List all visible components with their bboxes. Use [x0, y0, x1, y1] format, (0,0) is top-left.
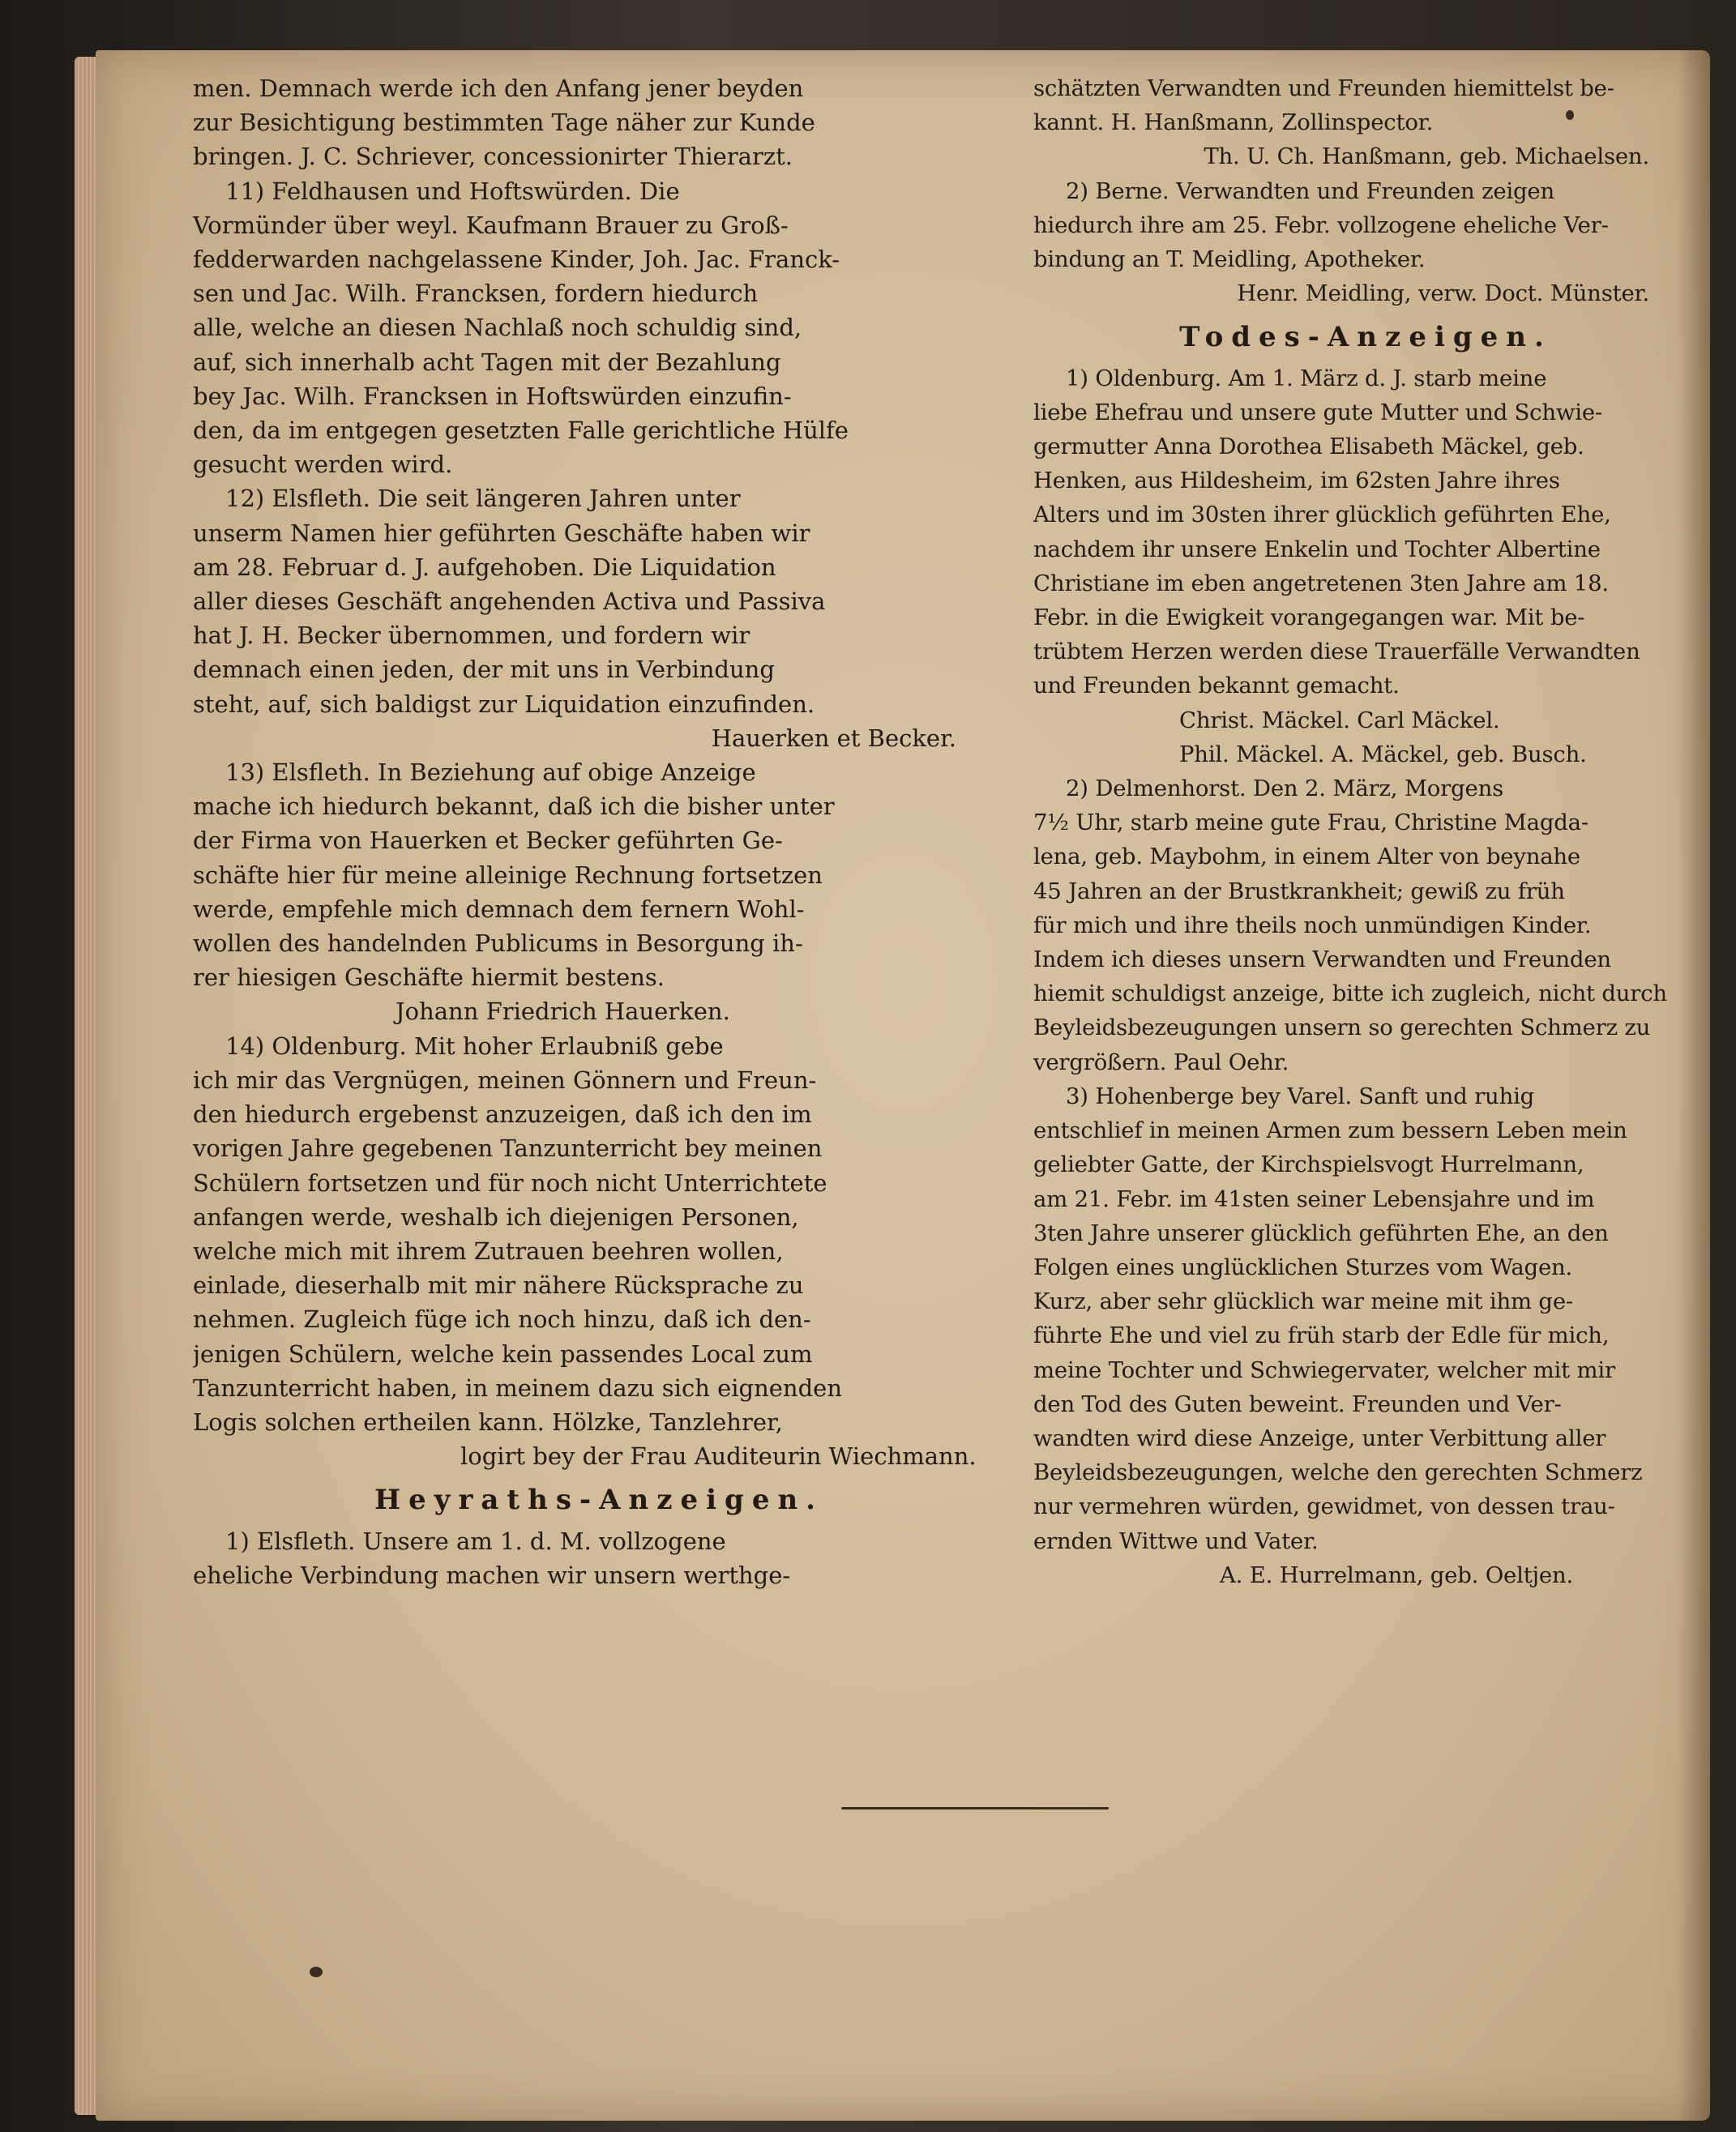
signature: Henr. Meidling, verw. Doct. Münster. [1237, 280, 1649, 307]
text-line: Logis solchen ertheilen kann. Hölzke, Tanzlehrer, [193, 1408, 783, 1436]
notice-11-start: 11) Feldhausen und Hoftswürden. Die [225, 177, 680, 205]
text-line: alle, welche an diesen Nachlaß noch schuldig sind, [193, 314, 802, 342]
text-line: germutter Anna Dorothea Elisabeth Mäckel, geb. [1033, 434, 1584, 460]
text-line: Henken, aus Hildesheim, im 62sten Jahre ihres [1033, 468, 1560, 494]
text-line: geliebter Gatte, der Kirchspielsvogt Hurrelmann, [1033, 1151, 1584, 1178]
text-line: 7½ Uhr, starb meine gute Frau, Christine Magda- [1033, 810, 1588, 836]
text-line: vorigen Jahre gegebenen Tanzunterricht bey meinen [193, 1134, 823, 1163]
text-line: unserm Namen hier geführten Geschäfte haben wir [193, 519, 810, 547]
text-line: eheliche Verbindung machen wir unsern werthge- [193, 1561, 791, 1589]
text-line: der Firma von Hauerken et Becker geführten Ge- [193, 827, 783, 855]
text-line: nachdem ihr unsere Enkelin und Tochter Albertine [1033, 536, 1601, 562]
text-line: Vormünder über weyl. Kaufmann Brauer zu Groß- [193, 211, 789, 239]
text-line: 3ten Jahre unserer glücklich geführten Ehe, an den [1033, 1220, 1609, 1246]
text-line: schäfte hier für meine alleinige Rechnung fortsetzen [193, 861, 823, 889]
ink-speck [1566, 110, 1574, 120]
section-heading-todes: Todes-Anzeigen. [1179, 321, 1552, 354]
text-line: trübtem Herzen werden diese Trauerfälle Verwandten [1033, 639, 1640, 665]
text-line: jenigen Schülern, welche kein passendes Local zum [193, 1339, 813, 1368]
closing-rule [841, 1807, 1109, 1809]
signature: Hauerken et Becker. [711, 724, 956, 752]
signature: A. E. Hurrelmann, geb. Oeltjen. [1220, 1562, 1574, 1588]
signature: logirt bey der Frau Auditeurin Wiechmann. [460, 1442, 977, 1471]
text-line: bey Jac. Wilh. Francksen in Hoftswürden einzufin- [193, 382, 792, 410]
death-notice-1-start: 1) Oldenburg. Am 1. März d. J. starb meine [1066, 365, 1547, 391]
signature: Th. U. Ch. Hanßmann, geb. Michaelsen. [1204, 143, 1649, 170]
text-line: auf, sich innerhalb acht Tagen mit der Bezahlung [193, 348, 781, 376]
text-line: und Freunden bekannt gemacht. [1033, 673, 1400, 699]
text-line: vergrößern. Paul Oehr. [1033, 1049, 1289, 1075]
text-line: fedderwarden nachgelassene Kinder, Joh. Jac. Franck- [193, 246, 840, 274]
text-line: werde, empfehle mich demnach dem fernern Wohl- [193, 895, 805, 923]
text-line: hat J. H. Becker übernommen, und fordern wir [193, 622, 750, 650]
text-line: gesucht werden wird. [193, 451, 453, 479]
text-line: am 28. Februar d. J. aufgehoben. Die Liquidation [193, 553, 776, 581]
text-line: sen und Jac. Wilh. Francksen, fordern hiedurch [193, 280, 759, 308]
signature: Christ. Mäckel. Carl Mäckel. [1179, 707, 1500, 733]
left-column [193, 71, 1005, 1592]
signature: Johann Friedrich Hauerken. [396, 998, 730, 1026]
text-line: Folgen eines unglücklichen Sturzes vom Wagen. [1033, 1254, 1573, 1280]
notice-13-start: 13) Elsfleth. In Beziehung auf obige Anzeige [225, 758, 756, 787]
text-line: anfangen werde, weshalb ich diejenigen Personen, [193, 1203, 799, 1231]
text-line: lena, geb. Maybohm, in einem Alter von beynahe [1033, 844, 1580, 870]
text-line: Indem ich dieses unsern Verwandten und Freunden [1033, 946, 1611, 973]
text-line: meine Tochter und Schwiegervater, welcher mit mir [1033, 1357, 1615, 1383]
text-line: Schülern fortsetzen und für noch nicht Unterrichtete [193, 1169, 827, 1197]
text-line: hiedurch ihre am 25. Febr. vollzogene eheliche Ver- [1033, 211, 1609, 238]
ink-speck [310, 1967, 323, 1977]
marriage-notice-2-start: 2) Berne. Verwandten und Freunden zeigen [1066, 177, 1555, 204]
text-line: ernden Wittwe und Vater. [1033, 1527, 1319, 1554]
text-line: 45 Jahren an der Brustkrankheit; gewiß zu früh [1033, 878, 1565, 904]
text-line: Christiane im eben angetretenen 3ten Jahre am 18. [1033, 570, 1609, 596]
signature: Phil. Mäckel. A. Mäckel, geb. Busch. [1179, 741, 1587, 767]
text-line: den, da im entgegen gesetzten Falle gerichtliche Hülfe [193, 417, 849, 445]
text-line: bringen. J. C. Schriever, concessionirter Thierarzt. [193, 143, 793, 171]
notice-12-start: 12) Elsfleth. Die seit längeren Jahren unter [225, 485, 741, 513]
text-line: ich mir das Vergnügen, meinen Gönnern und Freun- [193, 1066, 817, 1094]
text-line: entschlief in meinen Armen zum bessern Leben mein [1033, 1117, 1627, 1144]
text-line: den Tod des Guten beweint. Freunden und Ver- [1033, 1391, 1562, 1417]
text-line: steht, auf, sich baldigst zur Liquidation einzufinden. [193, 690, 815, 718]
text-line: mache ich hiedurch bekannt, daß ich die bisher unter [193, 793, 835, 821]
text-line: schätzten Verwandten und Freunden hiemittelst be- [1033, 75, 1614, 101]
text-line: rer hiesigen Geschäfte hiermit bestens. [193, 963, 665, 992]
text-line: für mich und ihre theils noch unmündigen Kinder. [1033, 912, 1592, 938]
death-notice-2-start: 2) Delmenhorst. Den 2. März, Morgens [1066, 775, 1503, 802]
text-line: Alters und im 30sten ihrer glücklich geführten Ehe, [1033, 502, 1611, 528]
right-column [1033, 71, 1698, 1592]
text-line: Febr. in die Ewigkeit vorangegangen war. Mit be- [1033, 605, 1585, 631]
text-line: hiemit schuldigst anzeige, bitte ich zugleich, nicht durch [1033, 981, 1667, 1007]
text-line: zur Besichtigung bestimmten Tage näher zur Kunde [193, 109, 815, 137]
text-line: führte Ehe und viel zu früh starb der Edle für mich, [1033, 1322, 1610, 1349]
text-line: einlade, dieserhalb mit mir nähere Rücksprache zu [193, 1271, 804, 1300]
text-line: Kurz, aber sehr glücklich war meine mit ihm ge- [1033, 1288, 1573, 1315]
text-line: nur vermehren würden, gewidmet, von dessen trau- [1033, 1493, 1615, 1520]
death-notice-3-start: 3) Hohenberge bey Varel. Sanft und ruhig [1066, 1083, 1535, 1109]
section-heading-heyraths: Heyraths-Anzeigen. [374, 1484, 824, 1517]
text-line: demnach einen jeden, der mit uns in Verbindung [193, 656, 775, 684]
marriage-notice-1-start: 1) Elsfleth. Unsere am 1. d. M. vollzogene [225, 1527, 726, 1555]
text-line: men. Demnach werde ich den Anfang jener beyden [193, 75, 804, 102]
text-line: liebe Ehefrau und unsere gute Mutter und Schwie- [1033, 399, 1602, 425]
text-line: wandten wird diese Anzeige, unter Verbittung aller [1033, 1425, 1606, 1451]
text-line: wollen des handelnden Publicums in Besorgung ih- [193, 929, 803, 958]
text-line: am 21. Febr. im 41sten seiner Lebensjahre und im [1033, 1186, 1595, 1212]
text-line: den hiedurch ergebenst anzuzeigen, daß ich den im [193, 1100, 812, 1129]
text-line: aller dieses Geschäft angehenden Activa und Passiva [193, 587, 826, 616]
text-line: welche mich mit ihrem Zutrauen beehren wollen, [193, 1237, 784, 1265]
text-line: bindung an T. Meidling, Apotheker. [1033, 246, 1426, 273]
text-line: nehmen. Zugleich füge ich noch hinzu, daß ich den- [193, 1305, 811, 1334]
text-line: Beyleidsbezeugungen unsern so gerechten Schmerz zu [1033, 1015, 1651, 1041]
notice-14-start: 14) Oldenburg. Mit hoher Erlaubniß gebe [225, 1032, 724, 1060]
text-line: kannt. H. Hanßmann, Zollinspector. [1033, 109, 1434, 136]
text-line: Beyleidsbezeugungen, welche den gerechten Schmerz [1033, 1459, 1643, 1486]
text-line: Tanzunterricht haben, in meinem dazu sich eignenden [193, 1374, 843, 1402]
